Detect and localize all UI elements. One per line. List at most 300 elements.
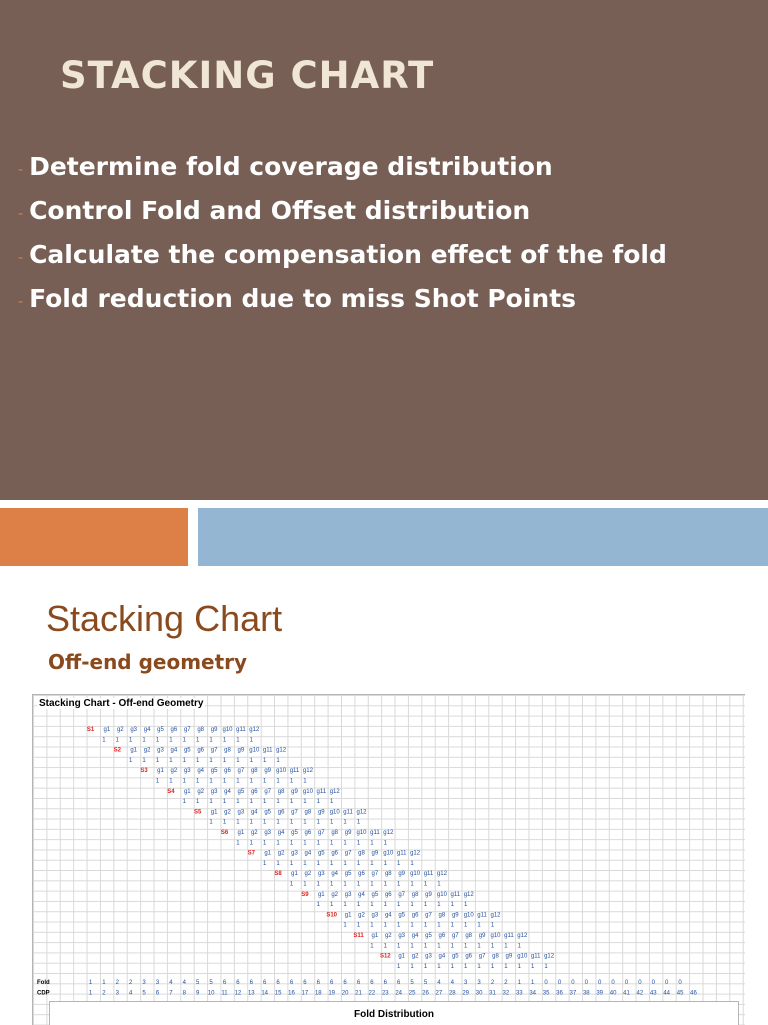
coverage-mark: 1: [115, 737, 119, 744]
geophone-label: g8: [411, 891, 419, 898]
coverage-mark: 1: [410, 860, 414, 867]
coverage-mark: 1: [356, 881, 361, 888]
coverage-mark: 1: [397, 943, 401, 950]
coverage-mark: 1: [464, 963, 468, 970]
coverage-mark: 1: [316, 860, 320, 867]
bullet-marker: -: [18, 294, 24, 310]
cdp-value: 11: [221, 990, 228, 997]
coverage-mark: 1: [370, 902, 374, 909]
coverage-mark: 1: [410, 943, 414, 950]
geophone-label: g7: [478, 953, 486, 960]
coverage-mark: 1: [397, 922, 401, 929]
fold-value: 0: [651, 980, 655, 987]
coverage-mark: 1: [236, 819, 240, 826]
fold-value: 0: [571, 980, 575, 987]
geophone-label: g12: [436, 871, 447, 878]
bullet-item: [18, 280, 667, 324]
fold-value: 6: [263, 980, 267, 987]
geophone-label: g5: [291, 830, 298, 836]
geophone-label: g11: [504, 933, 514, 939]
coverage-mark: 1: [343, 860, 347, 867]
geophone-label: g4: [358, 891, 365, 898]
fold-value: 1: [102, 980, 106, 987]
geophone-label: g11: [289, 768, 300, 775]
coverage-mark: 1: [343, 881, 347, 888]
coverage-mark: 1: [423, 881, 428, 888]
fold-value: 1: [517, 980, 521, 987]
coverage-mark: 1: [423, 963, 428, 970]
coverage-mark: 1: [263, 799, 267, 806]
cdp-value: 22: [368, 990, 376, 997]
coverage-mark: 1: [343, 902, 347, 909]
fold-value: 6: [303, 980, 307, 987]
coverage-mark: 1: [222, 819, 227, 826]
fold-value: 6: [236, 980, 240, 987]
geophone-label: g6: [224, 768, 231, 775]
cdp-value: 36: [556, 990, 563, 997]
cdp-value: 12: [234, 990, 242, 997]
cdp-value: 16: [288, 990, 295, 997]
geophone-label: g2: [224, 809, 231, 816]
coverage-mark: 1: [236, 778, 240, 785]
coverage-mark: 1: [437, 902, 441, 909]
geophone-label: g3: [210, 788, 218, 795]
geophone-label: g9: [451, 912, 459, 919]
coverage-mark: 1: [477, 943, 481, 950]
cdp-value: 41: [623, 990, 630, 997]
coverage-mark: 1: [477, 963, 481, 970]
coverage-mark: 1: [209, 819, 213, 826]
geophone-label: g6: [438, 933, 446, 939]
geophone-label: g6: [384, 891, 392, 898]
geophone-label: g10: [463, 912, 474, 919]
fold-value: 6: [289, 980, 294, 987]
geophone-label: g9: [505, 953, 513, 960]
geophone-label: g6: [358, 871, 365, 878]
geophone-label: g5: [157, 727, 164, 733]
coverage-mark: 1: [343, 840, 347, 847]
geophone-label: g1: [103, 727, 111, 733]
geophone-label: g9: [210, 727, 218, 733]
bullet-text: Calculate the compensation effect of the fold: [29, 240, 667, 269]
geophone-label: g12: [490, 912, 501, 919]
coverage-mark: 1: [423, 902, 428, 909]
cdp-value: 35: [542, 990, 550, 997]
cdp-value: 32: [502, 990, 510, 997]
geophone-label: g10: [249, 747, 260, 754]
geophone-label: g1: [344, 912, 352, 919]
coverage-mark: 1: [397, 860, 401, 867]
stacking-chart-grid: [33, 695, 745, 1025]
shot-label: S7: [247, 850, 255, 857]
coverage-mark: 1: [236, 799, 240, 806]
coverage-mark: 1: [169, 778, 173, 785]
cdp-value: 34: [529, 990, 537, 997]
coverage-mark: 1: [450, 963, 454, 970]
cdp-value: 29: [462, 990, 470, 997]
fold-value: 4: [169, 980, 173, 987]
cdp-value: 6: [155, 990, 160, 997]
shot-label: S1: [86, 727, 95, 733]
coverage-mark: 1: [490, 943, 495, 950]
coverage-mark: 1: [182, 799, 186, 806]
row-label-cdp: CDP: [37, 990, 50, 997]
geophone-label: g7: [264, 788, 272, 795]
cdp-value: 46: [690, 990, 697, 997]
cdp-value: 4: [129, 990, 133, 997]
coverage-mark: 1: [276, 757, 280, 764]
coverage-mark: 1: [356, 819, 361, 826]
coverage-mark: 1: [544, 963, 548, 970]
geophone-label: g10: [383, 850, 394, 857]
geophone-label: g10: [517, 953, 528, 960]
coverage-mark: 1: [196, 799, 200, 806]
geophone-label: g6: [170, 727, 178, 733]
geophone-label: g9: [317, 809, 325, 816]
geophone-label: g3: [130, 727, 138, 733]
coverage-mark: 1: [196, 757, 200, 764]
coverage-mark: 1: [142, 737, 146, 744]
coverage-mark: 1: [437, 963, 441, 970]
cdp-value: 14: [261, 990, 269, 997]
coverage-mark: 1: [423, 922, 428, 929]
geophone-label: g12: [383, 830, 394, 836]
coverage-mark: 1: [129, 737, 133, 744]
coverage-mark: 1: [464, 922, 468, 929]
geophone-label: g6: [331, 850, 339, 857]
cdp-value: 18: [314, 990, 322, 997]
geophone-label: g7: [451, 933, 459, 939]
fold-value: 6: [356, 980, 361, 987]
coverage-mark: 1: [222, 757, 227, 764]
coverage-mark: 1: [276, 778, 280, 785]
geophone-label: g4: [250, 809, 258, 816]
geophone-label: g5: [183, 747, 191, 754]
geophone-label: g4: [143, 727, 151, 733]
bullet-text: Determine fold coverage distribution: [29, 152, 553, 181]
geophone-label: g10: [356, 830, 367, 836]
coverage-mark: 1: [196, 737, 200, 744]
coverage-mark: 1: [303, 840, 307, 847]
geophone-label: g11: [450, 891, 461, 898]
stacking-chart-spreadsheet: [32, 694, 745, 1025]
fold-value: 5: [196, 980, 200, 987]
shot-label: S10: [326, 912, 338, 919]
coverage-mark: 1: [249, 819, 253, 826]
fold-value: 6: [316, 980, 320, 987]
fold-value: 2: [504, 980, 508, 987]
shot-label: S3: [140, 768, 148, 775]
fold-value: 0: [557, 980, 562, 987]
coverage-mark: 1: [330, 799, 334, 806]
geophone-label: g5: [371, 891, 379, 898]
geophone-label: g8: [224, 747, 231, 754]
coverage-mark: 1: [249, 778, 253, 785]
coverage-mark: 1: [236, 737, 240, 744]
coverage-mark: 1: [249, 737, 253, 744]
geophone-label: g1: [130, 747, 138, 754]
fold-value: 1: [88, 980, 93, 987]
geophone-label: g12: [410, 850, 421, 857]
fold-value: 2: [115, 980, 119, 987]
geophone-label: g8: [384, 871, 392, 878]
coverage-mark: 1: [276, 860, 280, 867]
geophone-label: g12: [356, 809, 367, 816]
geophone-label: g3: [317, 871, 325, 878]
accent-bar-orange: [0, 508, 188, 566]
bullet-item: [18, 148, 667, 192]
cdp-value: 33: [515, 990, 523, 997]
geophone-label: g8: [438, 912, 446, 919]
geophone-label: g3: [183, 768, 191, 775]
geophone-label: g10: [490, 933, 501, 939]
coverage-mark: 1: [289, 799, 294, 806]
row-label-fold: Fold: [37, 980, 50, 987]
shot-label: S11: [353, 933, 364, 939]
geophone-label: g2: [250, 830, 258, 836]
cdp-value: 10: [207, 990, 215, 997]
coverage-mark: 1: [356, 902, 361, 909]
cdp-value: 7: [169, 990, 173, 997]
coverage-mark: 1: [370, 881, 374, 888]
fold-value: 6: [370, 980, 374, 987]
slide-title: STACKING CHART: [60, 54, 435, 97]
geophone-label: g6: [250, 788, 258, 795]
cdp-value: 2: [102, 990, 106, 997]
bullet-marker: -: [18, 250, 24, 266]
coverage-mark: 1: [464, 902, 468, 909]
geophone-label: g2: [197, 788, 205, 795]
geophone-label: g8: [197, 727, 205, 733]
coverage-mark: 1: [289, 819, 294, 826]
geophone-label: g7: [210, 747, 218, 754]
coverage-mark: 1: [316, 799, 320, 806]
cdp-value: 38: [582, 990, 590, 997]
coverage-mark: 1: [517, 963, 521, 970]
coverage-mark: 1: [276, 819, 280, 826]
fold-value: 2: [490, 980, 495, 987]
fold-value: 3: [142, 980, 146, 987]
geophone-label: g4: [331, 871, 339, 878]
fold-value: 4: [437, 980, 441, 987]
coverage-mark: 1: [490, 963, 495, 970]
geophone-label: g9: [371, 850, 379, 857]
coverage-mark: 1: [316, 902, 320, 909]
coverage-mark: 1: [410, 902, 414, 909]
geophone-label: g11: [530, 953, 541, 960]
coverage-mark: 1: [276, 840, 280, 847]
geophone-label: g11: [262, 747, 273, 754]
coverage-mark: 1: [155, 778, 160, 785]
fold-value: 3: [477, 980, 481, 987]
fold-value: 6: [330, 980, 334, 987]
cdp-value: 30: [475, 990, 483, 997]
cdp-value: 43: [649, 990, 657, 997]
geophone-label: g1: [183, 788, 191, 795]
fold-value: 0: [598, 980, 602, 987]
cdp-value: 37: [569, 990, 577, 997]
coverage-mark: 1: [263, 757, 267, 764]
coverage-mark: 1: [182, 778, 186, 785]
coverage-mark: 1: [142, 757, 146, 764]
geophone-label: g2: [277, 850, 285, 857]
geophone-label: g2: [304, 871, 312, 878]
coverage-mark: 1: [222, 737, 227, 744]
coverage-mark: 1: [155, 757, 160, 764]
fold-distribution-chart: [49, 1001, 739, 1025]
geophone-label: g2: [358, 912, 365, 919]
fold-value: 0: [678, 980, 682, 987]
geophone-label: g12: [544, 953, 555, 960]
fold-value: 3: [155, 980, 160, 987]
coverage-mark: 1: [249, 840, 253, 847]
geophone-label: g10: [329, 809, 340, 816]
bullet-item: [18, 192, 667, 236]
coverage-mark: 1: [490, 922, 495, 929]
fold-value: 0: [611, 980, 615, 987]
coverage-mark: 1: [397, 881, 401, 888]
geophone-label: g7: [237, 768, 245, 775]
cdp-value: 1: [88, 990, 93, 997]
cdp-value: 23: [381, 990, 389, 997]
coverage-mark: 1: [263, 778, 267, 785]
geophone-label: g1: [398, 953, 406, 960]
fold-value: 0: [544, 980, 548, 987]
fold-value: 6: [343, 980, 347, 987]
geophone-label: g2: [384, 933, 392, 939]
accent-bar-blue: [198, 508, 768, 566]
shot-label: S12: [379, 953, 391, 960]
coverage-mark: 1: [437, 881, 441, 888]
coverage-mark: 1: [303, 819, 307, 826]
bullet-item: [18, 236, 667, 280]
coverage-mark: 1: [169, 737, 173, 744]
geophone-label: g7: [183, 727, 191, 733]
cdp-value: 42: [636, 990, 644, 997]
cdp-value: 24: [395, 990, 403, 997]
fold-value: 6: [222, 980, 227, 987]
coverage-mark: 1: [303, 881, 307, 888]
coverage-mark: 1: [450, 902, 454, 909]
coverage-mark: 1: [330, 881, 334, 888]
coverage-mark: 1: [397, 963, 401, 970]
coverage-mark: 1: [263, 840, 267, 847]
coverage-mark: 1: [397, 902, 401, 909]
geophone-label: g3: [237, 809, 245, 816]
coverage-mark: 1: [383, 902, 387, 909]
geophone-label: g7: [425, 912, 432, 919]
cdp-value: 31: [489, 990, 496, 997]
coverage-mark: 1: [316, 881, 320, 888]
coverage-mark: 1: [182, 737, 186, 744]
cdp-value: 17: [301, 990, 309, 997]
cdp-value: 21: [355, 990, 362, 997]
geophone-label: g1: [371, 933, 379, 939]
geophone-label: g8: [277, 788, 285, 795]
coverage-mark: 1: [517, 943, 521, 950]
coverage-mark: 1: [209, 799, 213, 806]
coverage-mark: 1: [343, 922, 347, 929]
coverage-mark: 1: [303, 799, 307, 806]
spreadsheet-title: Stacking Chart - Off-end Geometry: [39, 698, 204, 709]
coverage-mark: 1: [222, 799, 227, 806]
coverage-mark: 1: [209, 757, 213, 764]
geophone-label: g6: [277, 809, 285, 816]
geophone-label: g8: [331, 830, 339, 836]
geophone-label: g3: [371, 912, 379, 919]
title-slide-panel: [0, 0, 768, 500]
coverage-mark: 1: [289, 778, 294, 785]
coverage-mark: 1: [450, 943, 454, 950]
coverage-mark: 1: [356, 840, 361, 847]
cdp-value: 13: [247, 990, 255, 997]
cdp-value: 28: [448, 990, 456, 997]
cdp-value: 20: [341, 990, 349, 997]
cdp-value: 44: [663, 990, 671, 997]
cdp-value: 39: [596, 990, 604, 997]
coverage-mark: 1: [209, 737, 213, 744]
geophone-label: g10: [302, 788, 313, 795]
geophone-label: g7: [371, 871, 379, 878]
coverage-mark: 1: [410, 922, 414, 929]
geophone-label: g2: [143, 747, 151, 754]
geophone-label: g9: [264, 768, 272, 775]
geophone-label: g9: [237, 747, 245, 754]
fold-value: 4: [450, 980, 454, 987]
geophone-label: g7: [317, 830, 325, 836]
geophone-label: g11: [423, 871, 434, 878]
geophone-label: g3: [264, 830, 272, 836]
coverage-mark: 1: [343, 819, 347, 826]
geophone-label: g2: [170, 768, 178, 775]
coverage-mark: 1: [289, 881, 294, 888]
cdp-value: 8: [182, 990, 186, 997]
cdp-value: 9: [196, 990, 200, 997]
geophone-label: g11: [343, 809, 353, 816]
fold-value: 6: [249, 980, 253, 987]
cdp-value: 45: [676, 990, 684, 997]
cdp-value: 3: [115, 990, 119, 997]
geophone-label: g5: [398, 912, 406, 919]
coverage-mark: 1: [196, 778, 200, 785]
bullet-marker: -: [18, 206, 24, 222]
bullet-list: [18, 148, 667, 324]
geophone-label: g5: [451, 953, 459, 960]
coverage-mark: 1: [356, 922, 361, 929]
cdp-value: 40: [609, 990, 617, 997]
geophone-label: g1: [264, 850, 272, 857]
geophone-label: g12: [517, 933, 528, 939]
geophone-label: g3: [344, 891, 352, 898]
coverage-mark: 1: [383, 922, 387, 929]
geophone-label: g2: [331, 891, 339, 898]
geophone-label: g8: [465, 933, 473, 939]
geophone-label: g8: [304, 809, 312, 816]
geophone-label: g4: [170, 747, 178, 754]
fold-value: 6: [276, 980, 280, 987]
coverage-mark: 1: [102, 737, 106, 744]
coverage-mark: 1: [330, 860, 334, 867]
geophone-label: g10: [410, 871, 421, 878]
geophone-label: g9: [398, 871, 406, 878]
geophone-label: g3: [398, 933, 406, 939]
geophone-label: g9: [478, 933, 486, 939]
shot-label: S2: [113, 747, 121, 754]
coverage-mark: 1: [410, 881, 414, 888]
coverage-mark: 1: [330, 902, 334, 909]
coverage-mark: 1: [450, 922, 454, 929]
fold-value: 0: [665, 980, 669, 987]
